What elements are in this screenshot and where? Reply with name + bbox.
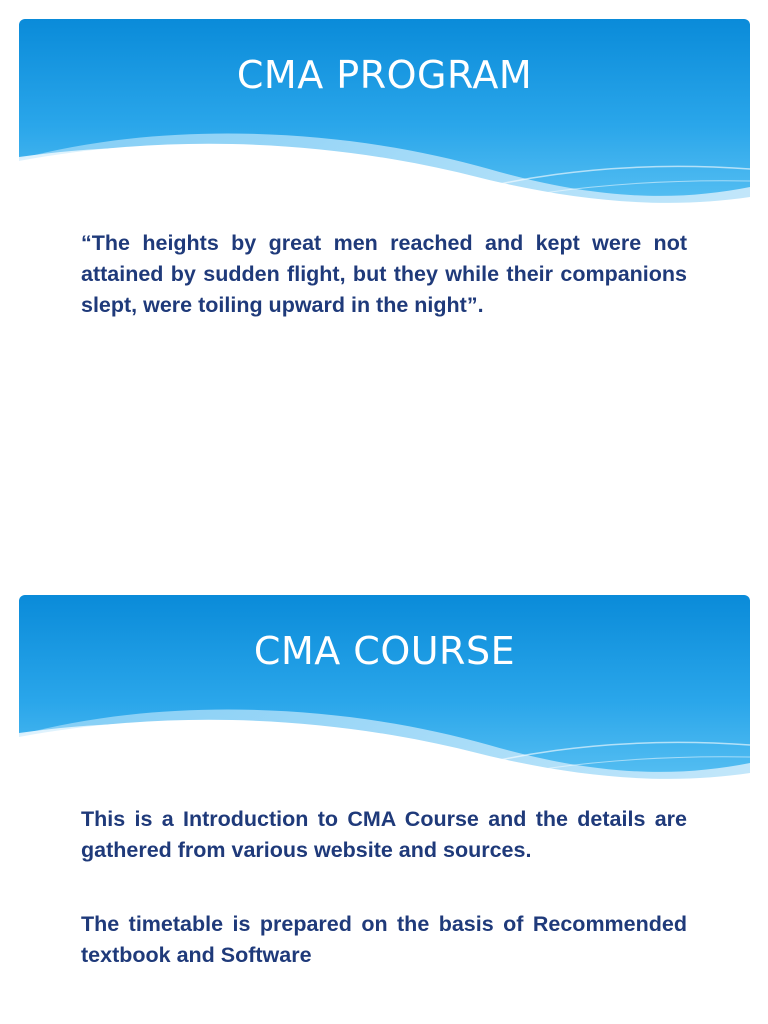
title-banner — [19, 595, 750, 789]
title-banner — [19, 19, 750, 213]
slide-title: CMA COURSE — [253, 629, 516, 673]
wave-background — [19, 595, 750, 789]
quote-paragraph: “The heights by great men reached and kept were not attained by sudden flight, but they while their companions slept, were toiling upward in the night”. — [81, 231, 687, 317]
slide-cma-course — [0, 576, 768, 1024]
timetable-paragraph: The timetable is prepared on the basis of Recommended textbook and Software — [81, 912, 687, 967]
intro-paragraph: This is a Introduction to CMA Course and the details are gathered from various website and sources. — [81, 807, 687, 862]
wave-background — [19, 19, 750, 213]
slide-title: CMA PROGRAM — [236, 53, 533, 97]
